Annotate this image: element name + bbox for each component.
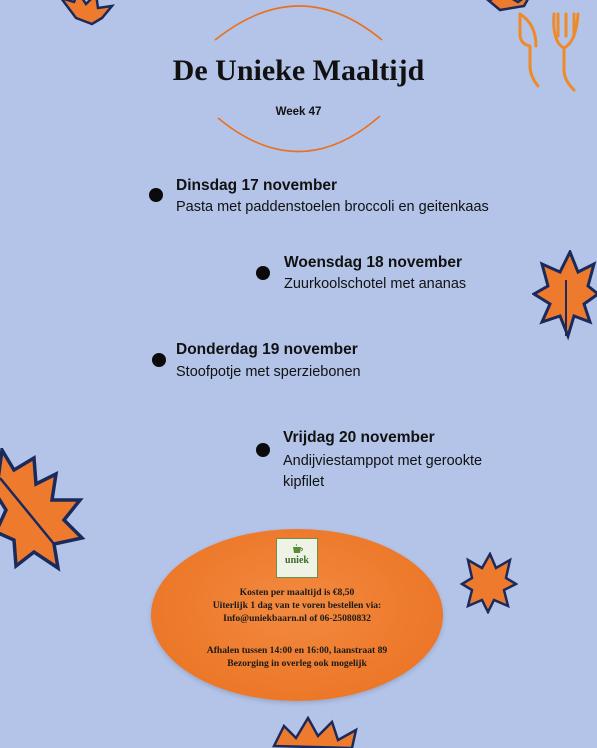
- week-label: Week 47: [275, 106, 322, 118]
- day-meal: Zuurkoolschotel met ananas: [284, 276, 467, 292]
- day-meal: Stoofpotje met sperziebonen: [176, 364, 361, 380]
- uniek-logo: [276, 538, 318, 578]
- title-arc-top: [215, 6, 382, 40]
- pickup-text: Afhalen tussen 14:00 en 16:00, laanstraat 89: [206, 645, 388, 656]
- bullet-point: [256, 443, 270, 457]
- maple-leaf-icon: [0, 448, 88, 574]
- day-title: Woensdag 18 november: [284, 254, 463, 271]
- day-meal: Pasta met paddenstoelen broccoli en geitenkaas: [176, 199, 489, 215]
- day-title: Donderdag 19 november: [176, 341, 358, 358]
- bullet-point: [152, 353, 166, 367]
- bullet-point: [149, 188, 163, 202]
- price-text: Kosten per maaltijd is €8,50: [239, 587, 355, 598]
- title-arc-bottom: [218, 116, 380, 152]
- order-deadline-text: Uiterlijk 1 dag van te voren bestellen via:: [212, 600, 382, 611]
- logo-text: uniek: [285, 555, 309, 566]
- bullet-point: [256, 266, 270, 280]
- maple-leaf-icon: [460, 552, 518, 614]
- day-meal: Andijviestamppot met gerookte: [283, 453, 483, 469]
- page-title: De Unieke Maaltijd: [172, 54, 425, 87]
- day-title: Vrijdag 20 november: [283, 429, 435, 446]
- day-meal: kipfilet: [283, 474, 325, 490]
- maple-leaf-icon: [470, 0, 540, 16]
- contact-text[interactable]: Info@uniekbaarn.nl of 06-25080832: [223, 613, 371, 624]
- day-title: Dinsdag 17 november: [176, 177, 338, 194]
- cup-icon: [291, 543, 305, 555]
- delivery-text: Bezorging in overleg ook mogelijk: [227, 658, 367, 669]
- maple-leaf-icon: [272, 716, 362, 748]
- maple-leaf-icon: [56, 0, 118, 28]
- maple-leaf-icon: [532, 250, 597, 342]
